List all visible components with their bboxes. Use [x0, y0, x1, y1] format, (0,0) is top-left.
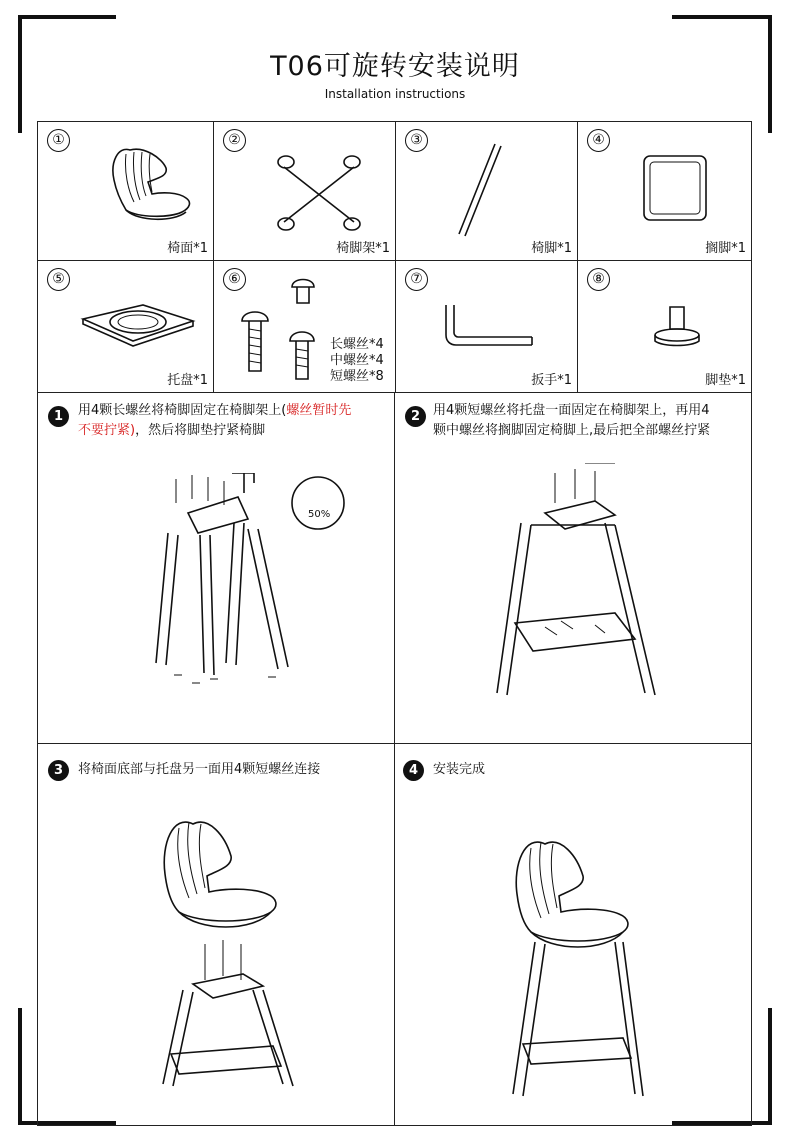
- parts-row-1: [38, 122, 751, 261]
- parts-row-2: [38, 261, 751, 393]
- part-label: 托盘*1: [167, 373, 208, 388]
- part-seat: [38, 122, 214, 260]
- foot-pad-icon: [648, 301, 708, 361]
- screw-long-label: 长螺丝*4: [330, 337, 384, 352]
- step-4: [395, 744, 751, 1125]
- chair-leg-icon: [451, 140, 511, 240]
- step-instruction: [78, 401, 386, 441]
- part-swivel-plate: [38, 261, 214, 392]
- part-label: 椅面*1: [167, 241, 208, 256]
- corner-mark-bl-v: [18, 1008, 22, 1125]
- step-instruction: 将椅面底部与托盘另一面用4颗短螺丝连接: [78, 762, 321, 777]
- part-number: ③: [405, 129, 428, 152]
- step-instruction: [433, 401, 749, 441]
- part-number: ①: [47, 129, 70, 152]
- part-number: ⑦: [405, 268, 428, 291]
- step-1: [38, 393, 395, 743]
- leg-bracket-icon: [264, 152, 374, 242]
- steps-row-1: [38, 393, 751, 744]
- step-4-diagram: [505, 814, 655, 1114]
- step-2-diagram: [485, 463, 705, 713]
- page-title: T06可旋转安装说明: [270, 51, 520, 82]
- part-screws: [214, 261, 396, 392]
- step-3: [38, 744, 395, 1125]
- step-2: [395, 393, 751, 743]
- step-line-2: 颗中螺丝将搁脚固定椅脚上,最后把全部螺丝拧紧: [433, 423, 711, 438]
- step-number-badge: 4: [403, 760, 424, 781]
- part-label: 脚垫*1: [705, 373, 746, 388]
- screws-legend: [330, 337, 384, 385]
- step-number-badge: 3: [48, 760, 69, 781]
- screws-icon: [234, 271, 334, 381]
- corner-mark-tr-h: [672, 15, 772, 19]
- step-text-part: ，然后将脚垫拧紧椅脚: [135, 423, 266, 438]
- part-foot-pad: [578, 261, 751, 392]
- part-label: 椅脚架*1: [336, 241, 390, 256]
- step-warning: 螺丝暂时先: [286, 403, 352, 418]
- part-number: ④: [587, 129, 610, 152]
- part-number: ⑥: [223, 268, 246, 291]
- step-number-badge: 1: [48, 406, 69, 427]
- step-3-diagram: [153, 794, 303, 1094]
- step-text-part: 用4颗长螺丝将椅脚固定在椅脚架上(: [78, 403, 287, 418]
- steps-row-2: [38, 744, 751, 1125]
- part-label: 椅脚*1: [531, 241, 572, 256]
- part-label: 扳手*1: [531, 373, 572, 388]
- step-number-badge: 2: [405, 406, 426, 427]
- seat-icon: [78, 132, 198, 232]
- step-1-diagram: [148, 473, 348, 723]
- step-instruction: 安装完成: [433, 762, 486, 777]
- footrest-icon: [636, 150, 716, 230]
- screw-short-label: 短螺丝*8: [330, 369, 384, 384]
- part-allen-wrench: [396, 261, 578, 392]
- part-number: ②: [223, 129, 246, 152]
- part-footrest: [578, 122, 751, 260]
- step-warning: 不要拧紧): [78, 423, 136, 438]
- corner-mark-tl-h: [18, 15, 116, 19]
- torque-callout: 50%: [308, 509, 331, 520]
- step-line-1: 用4颗短螺丝将托盘一面固定在椅脚架上，再用4: [433, 403, 710, 418]
- screw-medium-label: 中螺丝*4: [330, 353, 384, 368]
- part-leg-bracket: [214, 122, 396, 260]
- part-number: ⑤: [47, 268, 70, 291]
- part-chair-leg: [396, 122, 578, 260]
- corner-mark-br-v: [768, 1008, 772, 1125]
- instruction-grid: [37, 121, 752, 1126]
- part-number: ⑧: [587, 268, 610, 291]
- part-label: 搁脚*1: [705, 241, 746, 256]
- page-subtitle: Installation instructions: [324, 87, 466, 101]
- allen-wrench-icon: [436, 299, 546, 359]
- swivel-plate-icon: [73, 299, 203, 359]
